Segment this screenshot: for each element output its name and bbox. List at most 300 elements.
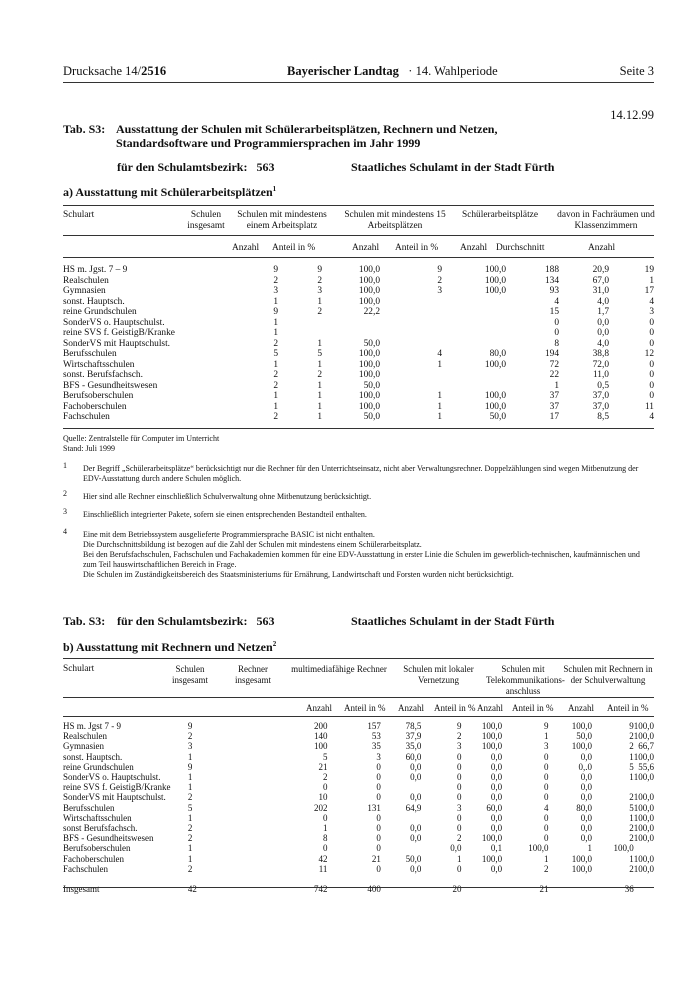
table-cell: 1 [273, 328, 278, 338]
table-cell: 12 [644, 349, 654, 359]
table-cell: 35 [371, 741, 381, 752]
table-cell: 100,0 [633, 823, 654, 834]
table-row [63, 286, 654, 297]
table-cell: 1 [317, 401, 322, 412]
table-cell: 3 [649, 307, 654, 317]
row-label: sonst. Berufsfachsch. [63, 370, 143, 380]
table-cell: 1 [437, 401, 442, 412]
table-cell: 1 [317, 412, 322, 422]
table-cell: 20,9 [592, 265, 609, 275]
table-row [63, 752, 654, 762]
table-cell: 1 [187, 772, 193, 783]
source-line: Quelle: Zentralstelle für Computer im Unterricht [63, 434, 220, 443]
row-label: HS m. Jgst. 7 – 9 [63, 265, 128, 275]
col-fachraeume: davon in Fachräumen und Klassenzimmern [557, 210, 655, 231]
table-cell [461, 874, 502, 894]
table-row [63, 360, 654, 371]
table-cell: 5 [629, 761, 634, 772]
table-cell: 37 [549, 401, 559, 412]
table-cell: 1 [649, 275, 654, 286]
table-cell: 0,0 [490, 812, 503, 823]
table-cell: 202 [313, 802, 328, 813]
table-cell: 0 [544, 761, 549, 772]
table-cell: 100,0 [633, 853, 654, 864]
table-cell: 100,0 [633, 721, 654, 731]
table-cell: 80,0 [489, 349, 506, 359]
table-title-line2: Standardsoftware und Programmiersprachen im Jahr 1999 [116, 136, 421, 150]
row-label: Fachoberschulen [63, 401, 127, 412]
row-label: Berufsoberschulen [63, 391, 134, 401]
table-cell: 0 [376, 792, 381, 803]
table-cell: 10 [318, 792, 328, 803]
table-cell: 1 [587, 843, 593, 854]
table-cell: 742 [313, 884, 328, 895]
table-cell [380, 318, 442, 329]
table-cell: 1 [437, 412, 442, 422]
table-cell: 0,0 [580, 812, 593, 823]
table-cell: 5 [317, 349, 322, 359]
table-cell: 66,7 [638, 741, 654, 752]
table-cell: 20 [452, 884, 462, 895]
table-cell [442, 381, 506, 392]
row-label: Gymnasien [63, 741, 104, 752]
district-label-b: für den Schulamtsbezirk: 563 [117, 614, 275, 628]
table-cell: 1 [629, 751, 634, 762]
table-cell: 21 [318, 761, 328, 772]
table-cell: 2 [187, 833, 193, 844]
row-label: Wirtschaftsschulen [63, 359, 135, 370]
table-cell: 4,0 [597, 296, 609, 307]
table-row [63, 772, 654, 782]
table-row [63, 402, 654, 413]
table-cell: 1 [437, 359, 442, 370]
table-cell: 0 [544, 812, 549, 823]
table-cell: 4 [554, 296, 559, 307]
table-cell: 37,0 [592, 391, 609, 401]
sub-b-anteil-1: Anteil in % [344, 703, 386, 713]
header-page-number: Seite 3 [619, 64, 654, 78]
table-cell: 0 [649, 338, 654, 349]
table-cell: 50,0 [405, 853, 422, 864]
table-cell: 0,0 [410, 772, 422, 783]
table-cell: 0 [544, 782, 549, 793]
table-cell: 78,5 [405, 721, 422, 731]
table-cell: 2 [322, 772, 328, 783]
table-row [63, 792, 654, 802]
table-cell: 0 [322, 843, 328, 854]
table-cell [634, 843, 654, 853]
col-b-schulen: Schulen insgesamt [172, 664, 208, 685]
table-row [63, 833, 654, 843]
table-cell: 37,9 [405, 731, 422, 742]
sub-b-anzahl-3: Anzahl [477, 703, 503, 713]
table-cell: 188 [544, 265, 559, 275]
table-cell: 2 [187, 823, 193, 834]
table-cell [381, 782, 421, 792]
table-cell: 1 [554, 380, 559, 391]
section-b-sub-rule [63, 716, 654, 717]
table-cell: 100,0 [633, 792, 654, 803]
table-cell: 0 [322, 812, 328, 823]
spacer [178, 721, 187, 731]
table-cell: 9 [187, 721, 193, 731]
table-cell [634, 874, 654, 894]
footnote-3: 3 Einschließlich integrierter Pakete, sofern sie einen entsprechenden Bestandteil enthalten. [63, 507, 367, 519]
table-cell: 50,0 [489, 412, 506, 422]
table-row [63, 823, 654, 833]
table-cell: 100,0 [358, 296, 380, 307]
table-cell: 72 [549, 359, 559, 370]
table-cell: 0 [649, 317, 654, 328]
table-cell: 19 [644, 265, 654, 275]
row-label: sonst. Hauptsch. [63, 751, 123, 762]
row-label: BFS - Gesundheitswesen [63, 833, 154, 844]
table-cell: 0 [554, 317, 559, 328]
district-office-a: Staatliches Schulamt in der Stadt Fürth [351, 160, 555, 174]
table-cell [380, 339, 442, 350]
table-cell: 100,0 [484, 275, 506, 286]
table-cell [380, 328, 442, 339]
total-row [63, 874, 654, 894]
table-cell: 72,0 [592, 359, 609, 370]
section-b-title: b) Ausstattung mit Rechnern und Netzen$^2$ [63, 640, 277, 654]
table-cell: 3 [437, 286, 442, 296]
table-title-line1: Ausstattung der Schulen mit Schülerarbeitsplätzen, Rechnern und Netzen, [116, 122, 498, 136]
spacer [178, 813, 187, 823]
table-cell [381, 843, 421, 853]
table-cell: 100,0 [481, 721, 503, 731]
table-cell: 2 [629, 792, 634, 803]
table-cell: 100,0 [528, 843, 549, 854]
table-cell [442, 370, 506, 381]
col-b-rechner: Rechner insgesamt [235, 664, 271, 685]
sub-b-anzahl-2: Anzahl [398, 703, 424, 713]
table-cell: 2 [456, 731, 462, 742]
col-b-schulart: Schulart [63, 664, 95, 674]
section-a-mid-rule [63, 235, 654, 236]
table-cell: 4 [649, 412, 654, 422]
table-cell [380, 297, 442, 308]
table-row [63, 370, 654, 381]
col-mind-einem: Schulen mit mindestens einem Arbeitsplatz [237, 210, 327, 231]
table-cell: 0,0 [597, 328, 609, 338]
table-cell: 1 [322, 823, 328, 834]
table-cell: 400 [367, 884, 381, 895]
section-b-bottom-rule [63, 887, 654, 888]
sub-durchschnitt: Durchschnitt [496, 243, 545, 253]
table-cell [381, 813, 421, 823]
table-cell: 0 [649, 359, 654, 370]
table-cell: 100,0 [481, 833, 503, 844]
footnote-4: 4 Eine mit dem Betriebssystem ausgelieferte Programmiersprache BASIC ist nicht enthalten. Die Durchschnittsbildung ist bezogen auf die Zahl der Schulen mit mindestens einem Schülerarbeitsplatz. Bei den Berufsfachschulen, Fachschulen und Fachakademien kommen für eine EDV-Ausstattung in erster Linie die Schulen im gewerblich-technischen, kaufmännischen und zum Teil hauswirtschaftlichen Bereich in Frage. Die Schulen im Zuständigkeitsbereich des Staatsministeriums für Ernährung, Landwirtschaft und Forsten wurden nicht berücksichtigt. [63, 527, 640, 579]
spacer [178, 803, 187, 813]
table-label: Tab. S3: [63, 122, 106, 136]
table-cell: 0 [649, 328, 654, 338]
section-a-top-rule [63, 205, 654, 206]
table-row [63, 864, 654, 874]
table-cell: 1 [187, 751, 193, 762]
table-cell: 53 [371, 731, 381, 742]
table-cell: 0 [456, 751, 462, 762]
table-cell: 15 [549, 307, 559, 317]
header-document-number: Drucksache 14/2516 [63, 64, 167, 78]
table-cell: 2 [273, 370, 278, 380]
table-cell: 2 [629, 741, 634, 752]
table-cell: 3 [544, 741, 549, 752]
table-cell: 1 [187, 843, 193, 854]
table-cell: 0 [544, 823, 549, 834]
table-title [63, 122, 498, 150]
table-cell: 8 [554, 338, 559, 349]
table-cell: 31,0 [592, 286, 609, 296]
table-cell: 0 [554, 328, 559, 338]
table-row [63, 803, 654, 813]
table-cell: 2 [273, 412, 278, 422]
row-label: SonderVS mit Hauptschulst. [63, 792, 166, 803]
spacer [178, 772, 187, 782]
section-a-sub-rule [63, 257, 654, 258]
table-cell: 0,0 [580, 823, 593, 834]
table-cell: 100,0 [633, 772, 654, 783]
row-label: HS m. Jgst 7 - 9 [63, 721, 122, 731]
row-label: SonderVS o. Hauptschulst. [63, 317, 165, 328]
header-parliament: Bayerischer Landtag · 14. Wahlperiode [287, 64, 498, 78]
table-cell: 1 [456, 853, 462, 864]
row-label: reine Grundschulen [63, 761, 134, 772]
table-cell: 0,5 [597, 380, 609, 391]
table-a [63, 265, 654, 423]
table-cell: 55,6 [638, 761, 654, 772]
table-cell: 0,0 [490, 863, 503, 874]
row-label: Fachschulen [63, 412, 110, 422]
table-cell: 11,0 [592, 370, 609, 380]
table-cell: 0 [544, 792, 549, 803]
table-cell: 2 [629, 823, 634, 834]
table-cell: 100,0 [633, 751, 654, 762]
row-label: Berufsoberschulen [63, 843, 131, 854]
col-schulart: Schulart [63, 210, 95, 220]
table-cell: 4,0 [597, 338, 609, 349]
col-b-verwaltung: Schulen mit Rechnern in der Schulverwaltung [563, 664, 653, 685]
table-row [63, 412, 654, 423]
table-cell: 1 [187, 782, 193, 793]
table-cell [442, 339, 506, 350]
table-cell: 0 [649, 370, 654, 380]
table-cell: 42 [187, 884, 197, 895]
table-cell [322, 328, 380, 339]
table-cell: 1 [629, 812, 634, 823]
spacer [178, 833, 187, 843]
table-cell: 0 [376, 823, 381, 834]
table-cell: 8,5 [597, 412, 609, 422]
table-cell: 1 [273, 296, 278, 307]
section-a-bottom-rule [63, 428, 654, 429]
table-cell: 0 [376, 843, 381, 854]
table-cell: 21 [371, 853, 381, 864]
table-cell: 0 [376, 833, 381, 844]
table-cell: 0,0 [490, 761, 503, 772]
table-cell: 9 [187, 761, 193, 772]
table-cell: 0 [456, 823, 462, 834]
sub-anteil-2: Anteil in % [395, 243, 439, 253]
table-cell: 4 [649, 296, 654, 307]
spacer [178, 854, 187, 864]
table-cell: 50,0 [363, 412, 380, 422]
table-cell: 9 [317, 265, 322, 275]
table-cell: 35,0 [405, 741, 422, 752]
table-cell: 67,0 [592, 275, 609, 286]
table-cell: 0 [649, 380, 654, 391]
table-cell: 2 [544, 863, 549, 874]
table-cell: 0 [456, 812, 462, 823]
table-cell: 9 [629, 721, 634, 731]
table-cell: 0,0 [490, 782, 503, 793]
table-row [63, 843, 654, 853]
table-row [63, 297, 654, 308]
table-row [63, 741, 654, 751]
row-label: Gymnasien [63, 286, 106, 296]
table-cell: 36 [624, 884, 634, 895]
table-cell: 0 [544, 751, 549, 762]
col-b-tele: Schulen mit Telekommunikations-anschluss [486, 664, 565, 696]
table-cell: 0,0 [490, 772, 503, 783]
row-label: reine SVS f. GeistigB/Kranke [63, 328, 175, 338]
table-cell: 157 [367, 721, 381, 731]
table-cell: 3 [273, 286, 278, 296]
spacer [178, 792, 187, 802]
table-cell: 1 [317, 380, 322, 391]
table-cell: 0 [322, 782, 328, 793]
table-cell: 8 [322, 833, 328, 844]
sub-b-anteil-3: Anteil in % [512, 703, 554, 713]
table-cell: 100,0 [358, 391, 380, 401]
table-cell: 0 [376, 863, 381, 874]
table-cell: 50,0 [363, 380, 380, 391]
table-cell: 2 [187, 792, 193, 803]
table-cell: 5 [273, 349, 278, 359]
table-cell: 100,0 [484, 286, 506, 296]
table-cell [592, 782, 634, 792]
table-cell: 100,0 [358, 275, 380, 286]
table-cell: 3 [456, 802, 462, 813]
table-cell: 1 [273, 391, 278, 401]
table-row [63, 307, 654, 318]
table-cell: 0 [376, 761, 381, 772]
spacer [178, 864, 187, 874]
table-cell: 100,0 [484, 359, 506, 370]
table-cell: 0,0 [580, 772, 593, 783]
table-cell [442, 307, 506, 318]
spacer [178, 752, 187, 762]
row-label: Fachoberschulen [63, 853, 124, 864]
table-cell: 93 [549, 286, 559, 296]
table-cell: 1 [317, 338, 322, 349]
spacer [178, 741, 187, 751]
table-cell: 1 [317, 391, 322, 401]
row-label: Fachschulen [63, 863, 108, 874]
table-cell: 1,7 [597, 307, 609, 317]
table-cell: 100,0 [358, 401, 380, 412]
table-cell [442, 297, 506, 308]
table-row [63, 854, 654, 864]
table-cell: 1 [629, 853, 634, 864]
table-cell: 37 [549, 391, 559, 401]
table-cell: 0,0 [490, 751, 503, 762]
table-cell [380, 370, 442, 381]
table-cell [442, 328, 506, 339]
col-mind-15: Schulen mit mindestens 15 Arbeitsplätzen [344, 210, 446, 231]
table-cell: 100,0 [633, 863, 654, 874]
row-label: Berufsschulen [63, 349, 117, 359]
table-cell: 1 [544, 731, 549, 742]
table-cell: 60,0 [405, 751, 422, 762]
date-stamp: 14.12.99 [610, 108, 654, 122]
table-cell [322, 318, 380, 329]
table-cell: 2 [317, 275, 322, 286]
table-row [63, 782, 654, 792]
table-row [63, 318, 654, 329]
table-cell: 0 [456, 792, 462, 803]
table-cell: 0,0 [410, 761, 422, 772]
section-b-top-rule [63, 658, 654, 659]
col-b-lokal: Schulen mit lokaler Vernetzung [403, 664, 474, 685]
table-cell: 0,0 [410, 792, 422, 803]
table-cell: 100 [313, 741, 328, 752]
table-cell: 5 [322, 751, 328, 762]
table-cell: 0,1 [490, 843, 503, 854]
table-cell: 37,0 [592, 401, 609, 412]
table-cell: 200 [313, 721, 328, 731]
sub-anteil-1: Anteil in % [272, 243, 316, 253]
spacer [178, 731, 187, 741]
table-cell: 0,0 [580, 792, 593, 803]
table-cell: 0 [376, 812, 381, 823]
table-cell: 140 [313, 731, 328, 742]
row-label: reine Grundschulen [63, 307, 137, 317]
row-label: SonderVS mit Hauptschulst. [63, 338, 171, 349]
sub-b-anteil-4: Anteil in % [607, 703, 649, 713]
table-label-b: Tab. S3: [63, 614, 106, 628]
section-a-title: a) Ausstattung mit Schülerarbeitsplätzen$^1$ [63, 185, 277, 199]
table-cell: 1 [437, 391, 442, 401]
district-office-b: Staatliches Schulamt in der Stadt Fürth [351, 614, 555, 628]
col-b-multimedia: multimediafähige Rechner [291, 664, 387, 674]
spacer [178, 762, 187, 772]
table-cell: 3 [317, 286, 322, 296]
table-cell: 0 [544, 833, 549, 844]
table-cell: 50,0 [363, 338, 380, 349]
table-cell [380, 307, 442, 318]
table-cell: 0,0 [490, 823, 503, 834]
row-label: Realschulen [63, 731, 107, 742]
sub-b-anzahl-1: Anzahl [306, 703, 332, 713]
table-cell: 100,0 [571, 863, 593, 874]
table-row [63, 328, 654, 339]
table-cell: 194 [544, 349, 559, 359]
table-cell: 2 [456, 833, 462, 844]
table-cell: 2 [629, 731, 634, 742]
spacer [178, 823, 187, 833]
table-cell: 134 [544, 275, 559, 286]
table-cell: 2 [273, 275, 278, 286]
table-cell: 0,0 [490, 792, 503, 803]
table-cell: 100,0 [481, 853, 503, 864]
row-label: Berufsschulen [63, 802, 115, 813]
table-cell: 100,0 [633, 833, 654, 844]
table-cell: 100,0 [613, 843, 634, 854]
table-cell: 21 [539, 884, 549, 895]
table-cell: 2 [317, 370, 322, 380]
